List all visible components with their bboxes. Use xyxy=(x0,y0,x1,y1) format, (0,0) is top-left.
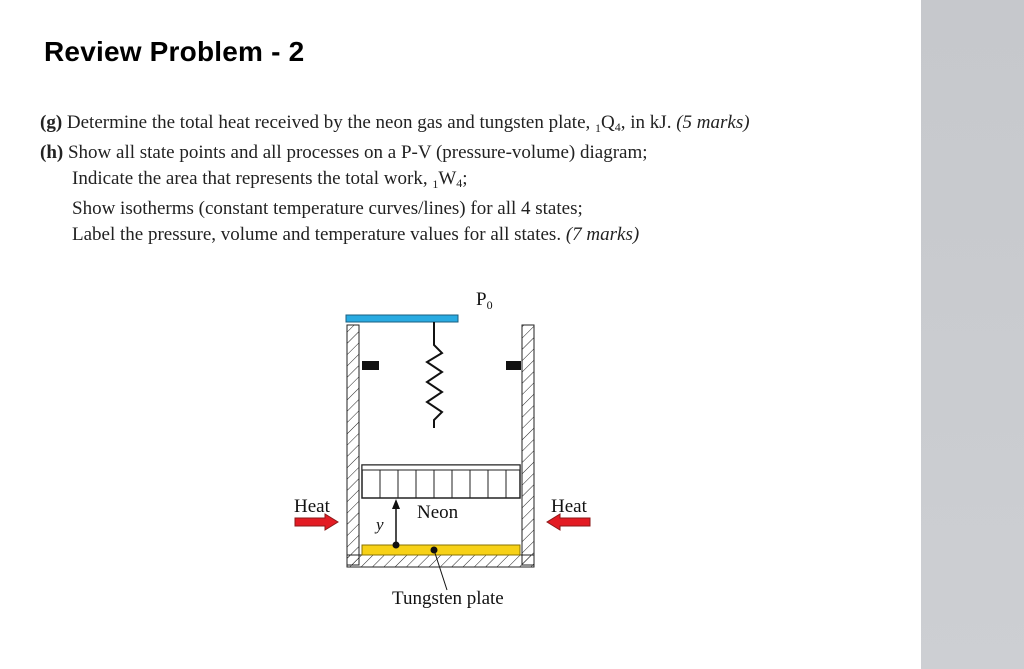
spring xyxy=(427,322,442,428)
heat-right-label: Heat xyxy=(551,496,587,517)
w-pre-sub: 1 xyxy=(432,177,439,191)
labels-text: Label the pressure, volume and temperature values for all states. xyxy=(72,224,566,245)
item-g-text: Determine the total heat received by the neon gas and tungsten plate, xyxy=(66,112,596,133)
item-h-marks: (7 marks) xyxy=(565,224,640,245)
left-stop xyxy=(362,361,379,370)
right-pane xyxy=(921,0,1024,669)
item-h-isotherms: Show isotherms (constant temperature curves/lines) for all 4 states; xyxy=(72,198,583,219)
item-h xyxy=(40,140,750,166)
neon-label: Neon xyxy=(417,502,459,523)
right-wall xyxy=(522,325,534,565)
bottom-wall xyxy=(347,555,534,567)
item-h-text: Show all state points and all processes on a P-V (pressure-volume) diagram; xyxy=(67,142,648,163)
item-g-tag: (g) xyxy=(40,112,63,133)
slide-title: Review Problem - 2 xyxy=(44,36,305,67)
item-h-labels xyxy=(40,222,750,248)
w-symbol: W xyxy=(438,168,457,189)
work-text: Indicate the area that represents the total work, xyxy=(72,168,433,189)
left-wall xyxy=(347,325,359,565)
work-suffix: ; xyxy=(462,168,468,189)
tungsten-plate-label: Tungsten plate xyxy=(392,588,504,609)
piston-cap xyxy=(346,315,458,322)
p0-label: $P_0$ xyxy=(476,289,493,312)
q-pre-sub: 1 xyxy=(595,121,602,135)
q-sub: 4 xyxy=(614,120,621,134)
q-symbol: Q xyxy=(601,112,615,133)
y-label: y xyxy=(376,515,384,534)
item-h-work xyxy=(40,166,750,196)
tungsten-plate xyxy=(362,545,520,555)
w-sub: 4 xyxy=(456,176,463,190)
item-g-marks: (5 marks) xyxy=(676,112,750,133)
item-g-text-after: , in kJ. xyxy=(620,112,677,133)
y-arrow-head xyxy=(392,499,400,509)
y-origin-dot xyxy=(393,542,400,549)
item-g xyxy=(40,110,750,140)
piston-cylinder-diagram xyxy=(280,280,620,620)
right-stop xyxy=(506,361,521,370)
heat-left-label: Heat xyxy=(294,496,330,517)
problem-text xyxy=(40,110,750,248)
item-h-tag: (h) xyxy=(40,142,64,163)
